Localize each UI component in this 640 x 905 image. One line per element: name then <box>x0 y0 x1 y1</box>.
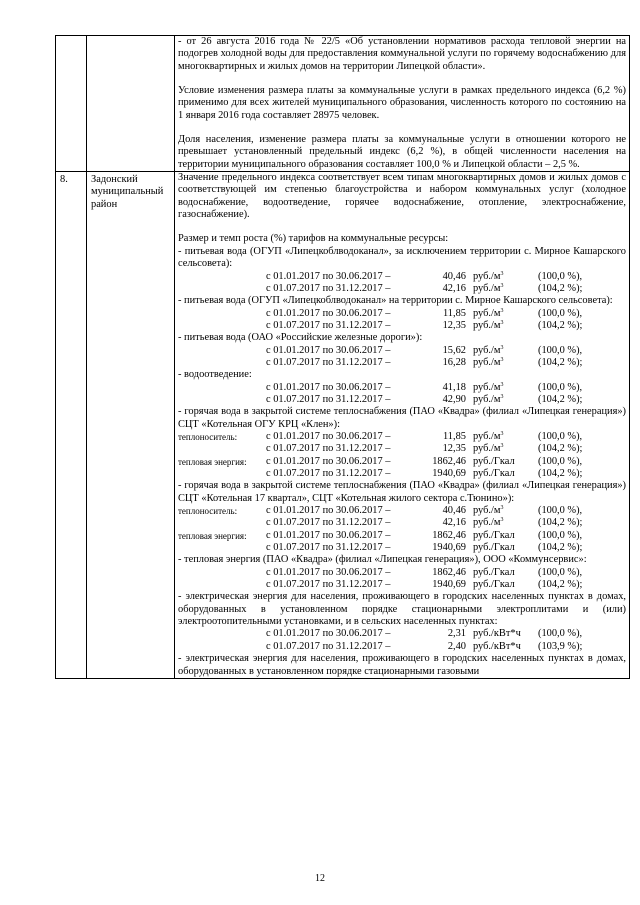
tariff-period: с 01.01.2017 по 30.06.2017 – <box>266 566 391 578</box>
tariff-unit-text: руб./м <box>473 319 501 331</box>
tariff-percent: (100,0 %), <box>538 307 583 319</box>
tariff-period: с 01.07.2017 по 31.12.2017 – <box>266 282 391 294</box>
tariff-group-title: - горячая вода в закрытой системе теплоснабжения (ПАО «Квадра» (филиал «Липецкая генерация») СЦТ «Котельная ОГУ КРЦ «Клен»): <box>178 406 626 430</box>
tariff-group <box>178 295 626 332</box>
tariff-row <box>178 308 626 320</box>
tariff-row <box>178 505 626 517</box>
tariff-unit <box>473 345 503 357</box>
tariff-value: 15,62 <box>442 344 466 356</box>
tariff-row <box>178 283 626 295</box>
tariff-group <box>178 653 626 678</box>
tariff-unit-text: руб./м <box>473 430 501 442</box>
tariff-unit-text: руб./м <box>473 356 501 368</box>
tariff-percent: (100,0 %), <box>538 270 583 282</box>
tariff-row <box>178 641 626 653</box>
unit-superscript: 3 <box>500 393 504 400</box>
tariff-group-title: - горячая вода в закрытой системе теплоснабжения (ПАО «Квадра» (филиал «Липецкая генерация») СЦТ «Котельная 17 квартал», СЦТ «Котельная жилого сектора с.Тюнино»): <box>178 480 626 504</box>
tariff-value: 1940,69 <box>432 542 466 554</box>
tariff-period: с 01.07.2017 по 31.12.2017 – <box>266 393 391 405</box>
tariff-period: с 01.07.2017 по 31.12.2017 – <box>266 579 391 591</box>
row-number: 8. <box>56 172 87 679</box>
tariff-unit-text: руб./м <box>473 381 501 393</box>
tariff-percent: (104,2 %); <box>538 282 583 294</box>
tariff-row <box>178 357 626 369</box>
tariff-period: с 01.01.2017 по 30.06.2017 – <box>266 381 391 393</box>
unit-superscript: 3 <box>500 443 504 450</box>
tariff-unit <box>473 431 503 443</box>
municipality-name: Задонский муниципальный район <box>87 172 175 679</box>
tariff-percent: (100,0 %), <box>538 628 583 640</box>
tariff-unit-text: руб./м <box>473 393 501 405</box>
tariff-value: 1862,46 <box>432 455 466 467</box>
tariff-group-title: - тепловая энергия (ПАО «Квадра» (филиал «Липецкая генерация»), ООО «Коммунсервис»: <box>178 554 587 566</box>
tariff-period: с 01.07.2017 по 31.12.2017 – <box>266 468 391 479</box>
tariff-value: 40,46 <box>442 270 466 282</box>
tariff-unit <box>473 382 503 394</box>
tariff-period: с 01.01.2017 по 30.06.2017 – <box>266 270 391 282</box>
tariff-percent: (104,2 %); <box>538 319 583 331</box>
tariff-unit-text: руб./м <box>473 307 501 319</box>
tariff-group <box>178 480 626 554</box>
tariff-value: 1940,69 <box>432 468 466 479</box>
tariff-period: с 01.01.2017 по 30.06.2017 – <box>266 344 391 356</box>
paragraph-index-intro: Значение предельного индекса соответствует всем типам многоквартирных домов и жилых домов с соответствующей им степенью благоустройства и набором коммунальных услуг (холодное водоснабжение, водоотведение, горячее водоснабжение, отопление, электроснабжение, газоснабжение). <box>178 172 626 221</box>
tariff-percent: (100,0 %), <box>538 505 583 517</box>
tariff-percent: (103,9 %); <box>538 640 583 652</box>
tariff-percent: (100,0 %), <box>538 455 583 467</box>
tariff-group-title: - электрическая энергия для населения, проживающего в городских населенных пунктах в домах, оборудованных в установленном порядке стационарными газовыми <box>178 653 626 677</box>
tariff-unit: руб./Гкал <box>473 468 515 479</box>
tariff-percent: (104,2 %); <box>538 356 583 368</box>
tariff-value: 12,35 <box>442 443 466 455</box>
tariff-row <box>178 567 626 579</box>
tariff-percent: (100,0 %), <box>538 344 583 356</box>
tariff-unit: руб./Гкал <box>473 542 515 554</box>
tariff-value: 12,35 <box>442 319 466 331</box>
tariff-value: 2,40 <box>447 640 466 652</box>
tariff-group-title: - питьевая вода (ОАО «Российские железные дороги»): <box>178 332 423 344</box>
tariff-unit: руб./Гкал <box>473 566 515 578</box>
tariff-group-title: - питьевая вода (ОГУП «Липецкоблводоканал», за исключением территории с. Мирное Кашарского сельсовета): <box>178 245 626 270</box>
tariff-row <box>178 468 626 480</box>
unit-superscript: 3 <box>500 356 504 363</box>
unit-superscript: 3 <box>500 381 504 388</box>
tariff-period: с 01.07.2017 по 31.12.2017 – <box>266 443 391 455</box>
tariff-period: с 01.07.2017 по 31.12.2017 – <box>266 542 391 554</box>
tariff-percent: (100,0 %), <box>538 430 583 442</box>
tariff-percent: (100,0 %), <box>538 529 583 541</box>
tariff-percent: (104,2 %); <box>538 542 583 554</box>
tariff-unit <box>473 443 503 455</box>
tariff-value: 2,31 <box>447 628 466 640</box>
tariff-unit-text: руб./м <box>473 270 501 282</box>
tariff-value: 11,85 <box>443 430 466 442</box>
table-row-previous <box>56 36 630 172</box>
unit-superscript: 3 <box>500 307 504 314</box>
tariff-row <box>178 320 626 332</box>
tariff-unit-text: руб./м <box>473 344 501 356</box>
tariff-group-title: - водоотведение: <box>178 369 252 381</box>
tariff-unit: руб./Гкал <box>473 455 515 467</box>
tariff-period: с 01.01.2017 по 30.06.2017 – <box>266 529 391 541</box>
tariff-row <box>178 579 626 591</box>
tariff-row <box>178 431 626 443</box>
unit-superscript: 3 <box>500 517 504 524</box>
tariff-unit <box>473 283 503 295</box>
tariff-row-label: теплоноситель: <box>178 431 238 442</box>
tariff-group <box>178 369 626 406</box>
row-content-cell <box>175 36 630 172</box>
tariff-row <box>178 443 626 455</box>
tariff-row <box>178 530 626 542</box>
tariff-unit: руб./Гкал <box>473 529 515 541</box>
tariff-row <box>178 542 626 554</box>
tariff-value: 11,85 <box>443 307 466 319</box>
tariff-row-label: тепловая энергия: <box>178 456 247 467</box>
tariff-group <box>178 246 626 295</box>
tariff-row-label: теплоноситель: <box>178 506 238 517</box>
tariff-row <box>178 394 626 406</box>
tariff-row <box>178 382 626 394</box>
tariff-percent: (104,2 %); <box>538 579 583 591</box>
tariff-period: с 01.01.2017 по 30.06.2017 – <box>266 505 391 517</box>
tariff-group <box>178 332 626 369</box>
tariff-percent: (100,0 %), <box>538 566 583 578</box>
tariff-unit <box>473 517 503 529</box>
tariff-unit-text: руб./м <box>473 282 501 294</box>
tariff-period: с 01.07.2017 по 31.12.2017 – <box>266 356 391 368</box>
tariff-row <box>178 456 626 468</box>
tariff-unit-text: руб./м <box>473 443 501 455</box>
tariff-group-title: - питьевая вода (ОГУП «Липецкоблводоканал» на территории с. Мирное Кашарского сельсовета): <box>178 295 613 307</box>
tariff-period: с 01.01.2017 по 30.06.2017 – <box>266 628 391 640</box>
tariff-unit: руб./Гкал <box>473 579 515 591</box>
tariff-period: с 01.07.2017 по 31.12.2017 – <box>266 319 391 331</box>
tariff-unit <box>473 505 503 517</box>
unit-superscript: 3 <box>500 430 504 437</box>
tariff-value: 1940,69 <box>432 579 466 591</box>
tariff-unit-text: руб./м <box>473 505 501 517</box>
tariff-percent: (104,2 %); <box>538 443 583 455</box>
tariff-unit <box>473 271 503 283</box>
tariff-row-label: тепловая энергия: <box>178 530 247 541</box>
tariff-period: с 01.07.2017 по 31.12.2017 – <box>266 640 391 652</box>
document-table <box>55 35 630 679</box>
table-row-8 <box>56 172 630 679</box>
tariff-period: с 01.01.2017 по 30.06.2017 – <box>266 455 391 467</box>
unit-superscript: 3 <box>500 282 504 289</box>
tariff-row <box>178 345 626 357</box>
row-number-cell <box>56 36 87 172</box>
unit-superscript: 3 <box>500 319 504 326</box>
tariff-group-title: - электрическая энергия для населения, проживающего в городских населенных пунктах в домах, оборудованных в установленном порядке стационарными электроплитами и (или) электроотопительными установками, и в сельских населенных пунктах: <box>178 591 626 628</box>
tariff-value: 40,46 <box>442 505 466 517</box>
tariff-value: 42,16 <box>442 282 466 294</box>
tariff-unit <box>473 308 503 320</box>
page-number: 12 <box>315 873 325 884</box>
tariff-percent: (104,2 %); <box>538 517 583 529</box>
tariff-unit: руб./кВт*ч <box>473 628 521 640</box>
tariffs-title: Размер и темп роста (%) тарифов на коммунальные ресурсы: <box>178 233 449 245</box>
paragraph-normative: - от 26 августа 2016 года № 22/5 «Об установлении нормативов расхода тепловой энергии на подогрев холодной воды для предоставления коммунальной услуги по горячему водоснабжению для многоквартирных и жилых домов на территории Липецкой области». <box>178 36 626 72</box>
tariff-period: с 01.07.2017 по 31.12.2017 – <box>266 517 391 529</box>
tariff-unit-text: руб./м <box>473 517 501 529</box>
tariff-value: 1862,46 <box>432 529 466 541</box>
paragraph-index-condition: Условие изменения размера платы за коммунальные услуги в рамках предельного индекса (6,2 %) применимо для всех жителей муниципального образования, численность которого по состоянию на 1 января 2016 года составляет 28975 человек. <box>178 85 626 121</box>
tariff-unit: руб./кВт*ч <box>473 640 521 652</box>
tariff-row <box>178 271 626 283</box>
row-content-cell <box>175 172 630 679</box>
tariff-period: с 01.01.2017 по 30.06.2017 – <box>266 430 391 442</box>
tariff-unit <box>473 320 503 332</box>
unit-superscript: 3 <box>500 270 504 277</box>
tariff-value: 1862,46 <box>432 566 466 578</box>
tariff-group <box>178 406 626 480</box>
tariff-value: 42,16 <box>442 517 466 529</box>
tariff-value: 42,90 <box>442 393 466 405</box>
row-name-cell <box>87 36 175 172</box>
tariff-value: 41,18 <box>442 381 466 393</box>
tariff-unit <box>473 357 503 369</box>
tariff-percent: (104,2 %); <box>538 468 583 479</box>
tariff-period: с 01.01.2017 по 30.06.2017 – <box>266 307 391 319</box>
tariff-group <box>178 591 626 653</box>
tariff-percent: (104,2 %); <box>538 393 583 405</box>
unit-superscript: 3 <box>500 505 504 512</box>
unit-superscript: 3 <box>500 344 504 351</box>
tariff-unit <box>473 394 503 406</box>
tariff-group <box>178 554 626 591</box>
tariff-percent: (100,0 %), <box>538 381 583 393</box>
tariff-row <box>178 628 626 640</box>
tariff-row <box>178 517 626 529</box>
tariff-value: 16,28 <box>442 356 466 368</box>
paragraph-population-share: Доля населения, изменение размера платы за коммунальные услуги в отношении которого не превышает установленный предельный индекс (6,2 %), в общей численности населения на территории муниципального образования составляет 100,0 % и Липецкой области – 2,5 %. <box>178 134 626 170</box>
